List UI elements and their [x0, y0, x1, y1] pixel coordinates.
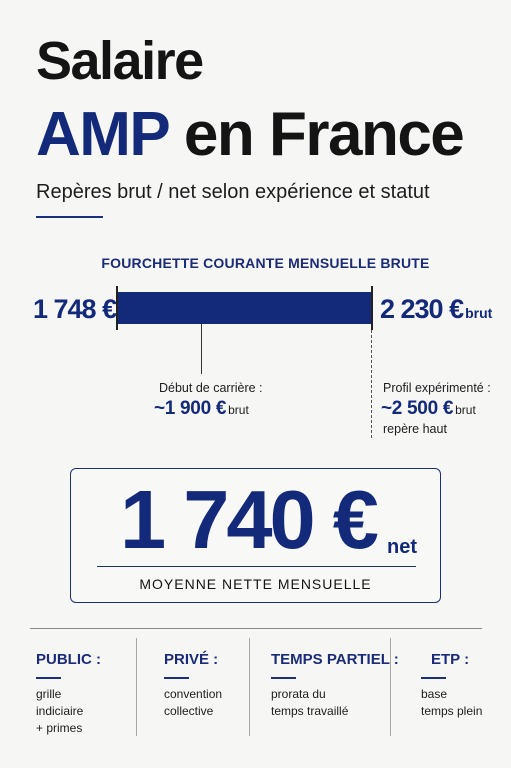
page-title-accent: AMP: [36, 100, 169, 169]
column-etp-heading: ETP :: [431, 651, 470, 668]
experienced-unit: brut: [455, 403, 476, 417]
net-average-unit: net: [387, 536, 417, 558]
range-max-amount: 2 230 €: [380, 294, 464, 324]
experienced-amount: ~2 500 €: [381, 398, 454, 419]
range-max-unit: brut: [465, 305, 493, 321]
column-private-body: convention collective: [164, 687, 223, 718]
column-public-heading: PUBLIC :: [36, 651, 101, 668]
page-title-line1: Salaire: [36, 31, 203, 91]
range-tick-left: [116, 286, 118, 330]
net-card-divider: [97, 566, 416, 567]
net-average-value: 1 740 €: [120, 473, 376, 566]
range-min-value: 1 748 €: [33, 294, 117, 324]
subtitle-divider: [36, 216, 103, 218]
column-public-rule: [36, 677, 61, 679]
experienced-value: [381, 398, 476, 420]
range-heading: FOURCHETTE COURANTE MENSUELLE BRUTE: [101, 255, 430, 271]
experienced-note: repère haut: [383, 422, 447, 436]
start-unit: brut: [228, 403, 249, 417]
start-marker-line: [201, 324, 202, 374]
column-separator: [249, 638, 250, 736]
page-subtitle: Repères brut / net selon expérience et statut: [36, 181, 430, 203]
net-average-label: MOYENNE NETTE MENSUELLE: [139, 576, 372, 592]
column-separator: [136, 638, 137, 736]
column-part-time-rule: [271, 677, 296, 679]
range-bar: [118, 292, 372, 324]
column-etp-body: base temps plein: [421, 687, 483, 718]
column-etp-rule: [421, 677, 446, 679]
start-label: Début de carrière :: [159, 381, 263, 395]
page-title-line2: [36, 100, 464, 169]
column-part-time-heading: TEMPS PARTIEL :: [271, 651, 399, 668]
experienced-marker-line: [371, 330, 372, 438]
columns-top-divider: [30, 628, 482, 629]
range-max-value: [380, 294, 492, 325]
column-private-heading: PRIVÉ :: [164, 651, 219, 668]
column-private-rule: [164, 677, 189, 679]
column-public-body: grille indiciaire + primes: [36, 687, 84, 735]
start-amount: ~1 900 €: [154, 398, 227, 419]
column-part-time-body: prorata du temps travaillé: [271, 687, 349, 718]
range-tick-right: [371, 286, 373, 330]
page-title-rest: en France: [183, 100, 464, 169]
experienced-label: Profil expérimenté :: [383, 381, 491, 395]
start-value: [154, 398, 249, 420]
